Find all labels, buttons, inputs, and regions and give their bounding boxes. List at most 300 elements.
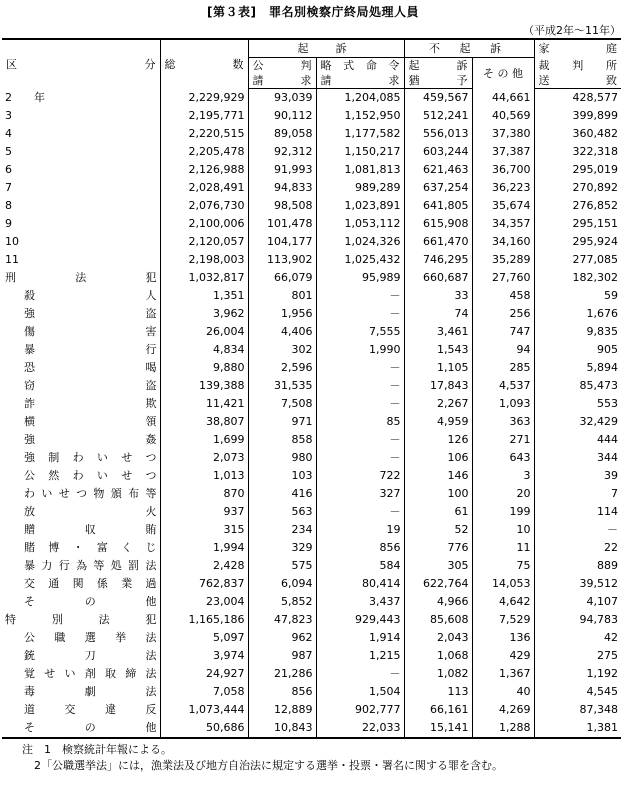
cell-summary: 1,024,326 — [316, 233, 404, 251]
cell-summary: － — [316, 665, 404, 683]
cell-total: 9,880 — [160, 359, 248, 377]
header-total-left: 総 — [164, 57, 176, 71]
cell-trial: 980 — [248, 449, 316, 467]
cell-family: 87,348 — [534, 701, 621, 719]
cell-summary: 856 — [316, 539, 404, 557]
row-label: わいせつ物頒布等 — [24, 487, 157, 500]
header-summary-c1: 略 — [320, 59, 332, 72]
cell-other: 36,223 — [472, 179, 534, 197]
header-suspend-c1: 起 — [408, 59, 420, 72]
cell-suspend: 126 — [404, 431, 472, 449]
cell-summary: 22,033 — [316, 719, 404, 738]
table-row — [2, 629, 621, 647]
cell-family: 399,899 — [534, 107, 621, 125]
row-label: 9 — [5, 217, 12, 230]
header-category-right: 分 — [144, 57, 156, 71]
cell-trial: 856 — [248, 683, 316, 701]
cell-total: 26,004 — [160, 323, 248, 341]
header-trial-c3: 請 — [252, 74, 264, 87]
cell-total: 1,699 — [160, 431, 248, 449]
cell-summary: － — [316, 395, 404, 413]
cell-suspend: 615,908 — [404, 215, 472, 233]
header-family-c5: 致 — [606, 74, 617, 87]
cell-family: － — [534, 521, 621, 539]
cell-family: 295,151 — [534, 215, 621, 233]
table-row — [2, 287, 621, 305]
cell-summary: 722 — [316, 467, 404, 485]
cell-other: 36,700 — [472, 161, 534, 179]
cell-suspend: 1,105 — [404, 359, 472, 377]
cell-trial: 10,843 — [248, 719, 316, 738]
row-label: 公然わいせつ — [24, 469, 157, 482]
table-row — [2, 215, 621, 233]
header-category-cell — [2, 39, 160, 89]
row-label: 6 — [5, 163, 12, 176]
cell-total: 2,229,929 — [160, 89, 248, 108]
cell-summary: 1,150,217 — [316, 143, 404, 161]
row-label: 5 — [5, 145, 12, 158]
cell-family: 275 — [534, 647, 621, 665]
header-summary-c6: 求 — [388, 74, 400, 87]
cell-family: 889 — [534, 557, 621, 575]
table-row — [2, 719, 621, 738]
cell-trial: 104,177 — [248, 233, 316, 251]
header-suspend-c4: 予 — [456, 74, 468, 87]
cell-suspend: 100 — [404, 485, 472, 503]
header-family-c3: 所 — [606, 58, 617, 72]
cell-total: 2,198,003 — [160, 251, 248, 269]
cell-trial: 7,508 — [248, 395, 316, 413]
header-summary-top — [316, 58, 404, 74]
table-row — [2, 197, 621, 215]
cell-summary: － — [316, 287, 404, 305]
cell-total: 1,073,444 — [160, 701, 248, 719]
table-row — [2, 557, 621, 575]
cell-summary: 1,204,085 — [316, 89, 404, 108]
cell-trial: 4,406 — [248, 323, 316, 341]
table-row — [2, 251, 621, 269]
cell-other: 429 — [472, 647, 534, 665]
header-row-1 — [2, 39, 621, 58]
cell-suspend: 146 — [404, 467, 472, 485]
row-label: 特別法犯 — [5, 613, 157, 626]
row-label: 銃刀法 — [24, 649, 157, 662]
cell-other: 136 — [472, 629, 534, 647]
cell-trial: 12,889 — [248, 701, 316, 719]
cell-suspend: 641,805 — [404, 197, 472, 215]
cell-total: 2,100,006 — [160, 215, 248, 233]
cell-suspend: 66,161 — [404, 701, 472, 719]
row-label: 強制わいせつ — [24, 451, 157, 464]
cell-suspend: 459,567 — [404, 89, 472, 108]
cell-trial: 234 — [248, 521, 316, 539]
cell-summary: － — [316, 449, 404, 467]
cell-trial: 962 — [248, 629, 316, 647]
cell-suspend: 512,241 — [404, 107, 472, 125]
header-suspend-bottom — [404, 73, 472, 89]
cell-family: 1,192 — [534, 665, 621, 683]
header-trial-c1: 公 — [252, 59, 264, 72]
table-row — [2, 143, 621, 161]
header-trial-bottom — [248, 73, 316, 89]
cell-family: 276,852 — [534, 197, 621, 215]
table-row — [2, 647, 621, 665]
cell-suspend: 4,966 — [404, 593, 472, 611]
header-family-c4: 送 — [538, 74, 550, 87]
cell-total: 1,013 — [160, 467, 248, 485]
row-label: 暴力行為等処罰法 — [24, 559, 157, 572]
row-label: 賭博・富くじ — [24, 541, 157, 554]
table-row — [2, 359, 621, 377]
row-label: 交通関係業過 — [24, 577, 157, 590]
cell-other: 94 — [472, 341, 534, 359]
cell-trial: 93,039 — [248, 89, 316, 108]
cell-total: 2,220,515 — [160, 125, 248, 143]
row-label: 強盗 — [24, 307, 157, 320]
table-row — [2, 665, 621, 683]
cell-trial: 563 — [248, 503, 316, 521]
cell-family: 428,577 — [534, 89, 621, 108]
cell-other: 199 — [472, 503, 534, 521]
cell-suspend: 556,013 — [404, 125, 472, 143]
cell-suspend: 2,043 — [404, 629, 472, 647]
cell-summary: 327 — [316, 485, 404, 503]
cell-total: 937 — [160, 503, 248, 521]
cell-suspend: 61 — [404, 503, 472, 521]
cell-family: 94,783 — [534, 611, 621, 629]
header-trial-c2: 判 — [300, 59, 312, 72]
cell-family: 277,085 — [534, 251, 621, 269]
cell-summary: 1,025,432 — [316, 251, 404, 269]
cell-summary: － — [316, 431, 404, 449]
table-row — [2, 485, 621, 503]
cell-trial: 101,478 — [248, 215, 316, 233]
cell-summary: 929,443 — [316, 611, 404, 629]
cell-summary: 1,914 — [316, 629, 404, 647]
cell-total: 50,686 — [160, 719, 248, 738]
cell-family: 360,482 — [534, 125, 621, 143]
header-family-left: 家 — [538, 42, 550, 56]
cell-family: 444 — [534, 431, 621, 449]
cell-suspend: 603,244 — [404, 143, 472, 161]
cell-summary: 584 — [316, 557, 404, 575]
footnote-1: 注 1 検察統計年報による。 — [22, 743, 172, 756]
cell-trial: 89,058 — [248, 125, 316, 143]
cell-other: 458 — [472, 287, 534, 305]
cell-other: 44,661 — [472, 89, 534, 108]
period-note: （平成2年～11年） — [523, 24, 621, 37]
cell-suspend: 113 — [404, 683, 472, 701]
table-row — [2, 233, 621, 251]
cell-family: 85,473 — [534, 377, 621, 395]
cell-trial: 66,079 — [248, 269, 316, 287]
cell-trial: 329 — [248, 539, 316, 557]
cell-summary: 1,990 — [316, 341, 404, 359]
table-row — [2, 179, 621, 197]
cell-summary: 1,152,950 — [316, 107, 404, 125]
cell-trial: 103 — [248, 467, 316, 485]
table-row — [2, 341, 621, 359]
header-suspend-c3: 猶 — [408, 74, 420, 87]
cell-other: 363 — [472, 413, 534, 431]
cell-family: 270,892 — [534, 179, 621, 197]
header-trial-top — [248, 58, 316, 74]
cell-total: 2,126,988 — [160, 161, 248, 179]
cell-summary: 80,414 — [316, 575, 404, 593]
cell-suspend: 52 — [404, 521, 472, 539]
cell-other: 1,288 — [472, 719, 534, 738]
cell-other: 4,269 — [472, 701, 534, 719]
row-label: 放火 — [24, 505, 157, 518]
cell-trial: 92,312 — [248, 143, 316, 161]
cell-suspend: 1,543 — [404, 341, 472, 359]
table-title: [第３表] 罪名別検察庁終局処理人員 — [207, 5, 419, 19]
cell-family: 1,381 — [534, 719, 621, 738]
table-row — [2, 107, 621, 125]
cell-suspend: 622,764 — [404, 575, 472, 593]
row-label: 11 — [5, 253, 19, 266]
cell-total: 2,120,057 — [160, 233, 248, 251]
table-row — [2, 611, 621, 629]
header-trial-c4: 求 — [300, 74, 312, 87]
cell-trial: 1,956 — [248, 305, 316, 323]
header-suspend-top — [404, 58, 472, 74]
row-label: 傷害 — [24, 325, 157, 338]
cell-suspend: 660,687 — [404, 269, 472, 287]
row-label: 恐喝 — [24, 361, 157, 374]
cell-summary: 1,053,112 — [316, 215, 404, 233]
header-total-cell — [160, 39, 248, 89]
cell-summary: － — [316, 305, 404, 323]
row-label: 殺人 — [24, 289, 157, 302]
table-row — [2, 161, 621, 179]
header-nonprosecute-group: 不 起 訴 — [404, 39, 534, 58]
cell-total: 1,994 — [160, 539, 248, 557]
cell-trial: 987 — [248, 647, 316, 665]
header-family-group — [534, 39, 621, 58]
cell-summary: 902,777 — [316, 701, 404, 719]
table-row — [2, 323, 621, 341]
cell-other: 40 — [472, 683, 534, 701]
cell-total: 3,962 — [160, 305, 248, 323]
header-summary-c2: 式 — [343, 59, 355, 72]
cell-total: 870 — [160, 485, 248, 503]
cell-other: 40,569 — [472, 107, 534, 125]
cell-family: 114 — [534, 503, 621, 521]
cell-suspend: 746,295 — [404, 251, 472, 269]
cell-trial: 971 — [248, 413, 316, 431]
cell-total: 3,974 — [160, 647, 248, 665]
cell-total: 2,195,771 — [160, 107, 248, 125]
row-label: その他 — [24, 595, 157, 608]
cell-suspend: 1,068 — [404, 647, 472, 665]
row-label: 詐欺 — [24, 397, 157, 410]
cell-other: 256 — [472, 305, 534, 323]
cell-trial: 21,286 — [248, 665, 316, 683]
row-label: 10 — [5, 235, 19, 248]
row-label: 刑法犯 — [5, 271, 157, 284]
cell-total: 139,388 — [160, 377, 248, 395]
cell-other: 643 — [472, 449, 534, 467]
cell-suspend: 1,082 — [404, 665, 472, 683]
row-label: 8 — [5, 199, 12, 212]
cell-trial: 94,833 — [248, 179, 316, 197]
row-label: 道交違反 — [24, 703, 157, 716]
cell-family: 59 — [534, 287, 621, 305]
cell-family: 905 — [534, 341, 621, 359]
header-family-bottom — [534, 73, 621, 89]
cell-other: 1,093 — [472, 395, 534, 413]
header-family-c1: 裁 — [538, 58, 550, 72]
cell-family: 1,676 — [534, 305, 621, 323]
row-label: 毒劇法 — [24, 685, 157, 698]
cell-total: 762,837 — [160, 575, 248, 593]
cell-trial: 113,902 — [248, 251, 316, 269]
cell-trial: 302 — [248, 341, 316, 359]
header-family-top — [534, 58, 621, 74]
cell-trial: 31,535 — [248, 377, 316, 395]
cell-trial: 575 — [248, 557, 316, 575]
row-label: 公職選挙法 — [24, 631, 157, 644]
table-body — [2, 89, 621, 739]
cell-total: 5,097 — [160, 629, 248, 647]
cell-summary: 1,081,813 — [316, 161, 404, 179]
cell-family: 322,318 — [534, 143, 621, 161]
cell-suspend: 2,267 — [404, 395, 472, 413]
cell-summary: 1,215 — [316, 647, 404, 665]
header-prosecute-group: 起 訴 — [248, 39, 404, 58]
cell-suspend: 305 — [404, 557, 472, 575]
cell-total: 1,165,186 — [160, 611, 248, 629]
cell-other: 4,642 — [472, 593, 534, 611]
cell-summary: 1,504 — [316, 683, 404, 701]
header-summary-c3: 命 — [365, 59, 377, 72]
cell-total: 24,927 — [160, 665, 248, 683]
row-label: 暴行 — [24, 343, 157, 356]
cell-total: 38,807 — [160, 413, 248, 431]
cell-suspend: 621,463 — [404, 161, 472, 179]
cell-other: 271 — [472, 431, 534, 449]
cell-trial: 5,852 — [248, 593, 316, 611]
row-label: その他 — [2, 719, 160, 738]
cell-other: 4,537 — [472, 377, 534, 395]
cell-total: 4,834 — [160, 341, 248, 359]
table-row — [2, 395, 621, 413]
cell-other: 75 — [472, 557, 534, 575]
table-row — [2, 431, 621, 449]
cell-trial: 416 — [248, 485, 316, 503]
header-family-right: 庭 — [606, 42, 617, 56]
cell-suspend: 3,461 — [404, 323, 472, 341]
table-row — [2, 539, 621, 557]
table-row — [2, 269, 621, 287]
cell-other: 27,760 — [472, 269, 534, 287]
row-label: 強姦 — [24, 433, 157, 446]
cell-family: 42 — [534, 629, 621, 647]
cell-other: 10 — [472, 521, 534, 539]
cell-total: 2,073 — [160, 449, 248, 467]
row-label: 4 — [5, 127, 12, 140]
table-row — [2, 377, 621, 395]
table-row — [2, 521, 621, 539]
cell-total: 7,058 — [160, 683, 248, 701]
footnotes — [0, 742, 503, 774]
cell-family: 9,835 — [534, 323, 621, 341]
cell-family: 182,302 — [534, 269, 621, 287]
cell-suspend: 15,141 — [404, 719, 472, 738]
cell-trial: 91,993 — [248, 161, 316, 179]
table-row — [2, 467, 621, 485]
cell-other: 35,674 — [472, 197, 534, 215]
row-label: 3 — [5, 109, 12, 122]
cell-total: 2,076,730 — [160, 197, 248, 215]
cell-trial: 6,094 — [248, 575, 316, 593]
cell-family: 4,545 — [534, 683, 621, 701]
row-label: 覚せい剤取締法 — [24, 667, 157, 680]
table-row — [2, 503, 621, 521]
cell-summary: － — [316, 359, 404, 377]
table-row — [2, 575, 621, 593]
header-total-right: 数 — [232, 57, 244, 71]
cell-family: 7 — [534, 485, 621, 503]
cell-other: 747 — [472, 323, 534, 341]
table-row — [2, 701, 621, 719]
table-row — [2, 683, 621, 701]
cell-family: 32,429 — [534, 413, 621, 431]
cell-other: 11 — [472, 539, 534, 557]
cell-suspend: 4,959 — [404, 413, 472, 431]
cell-family: 39,512 — [534, 575, 621, 593]
cell-trial: 801 — [248, 287, 316, 305]
cell-summary: 1,177,582 — [316, 125, 404, 143]
footnote-2: 2「公職選挙法」には，漁業法及び地方自治法に規定する選挙・投票・署名に関する罪を含む。 — [34, 759, 503, 772]
cell-suspend: 637,254 — [404, 179, 472, 197]
cell-summary: 1,023,891 — [316, 197, 404, 215]
cell-summary: 85 — [316, 413, 404, 431]
header-family-c2: 判 — [572, 58, 584, 72]
cell-summary: － — [316, 377, 404, 395]
header-summary-c5: 請 — [320, 74, 332, 87]
cell-trial: 47,823 — [248, 611, 316, 629]
cell-family: 344 — [534, 449, 621, 467]
cell-family: 295,019 — [534, 161, 621, 179]
table-row — [2, 305, 621, 323]
cell-family: 553 — [534, 395, 621, 413]
cell-summary: － — [316, 503, 404, 521]
header-other-cell: そ の 他 — [472, 58, 534, 89]
cell-other: 1,367 — [472, 665, 534, 683]
row-label: 2 年 — [5, 90, 45, 104]
cell-summary: 3,437 — [316, 593, 404, 611]
cell-total: 2,428 — [160, 557, 248, 575]
header-suspend-c2: 訴 — [456, 59, 468, 72]
cell-total: 1,351 — [160, 287, 248, 305]
cell-suspend: 776 — [404, 539, 472, 557]
cell-other: 35,289 — [472, 251, 534, 269]
cell-family: 5,894 — [534, 359, 621, 377]
row-label: 横領 — [24, 415, 157, 428]
cell-trial: 2,596 — [248, 359, 316, 377]
cell-family: 22 — [534, 539, 621, 557]
data-table — [2, 38, 621, 739]
row-label: 7 — [5, 181, 12, 194]
cell-other: 34,160 — [472, 233, 534, 251]
cell-family: 4,107 — [534, 593, 621, 611]
cell-trial: 90,112 — [248, 107, 316, 125]
cell-suspend: 661,470 — [404, 233, 472, 251]
cell-suspend: 17,843 — [404, 377, 472, 395]
cell-other: 37,387 — [472, 143, 534, 161]
